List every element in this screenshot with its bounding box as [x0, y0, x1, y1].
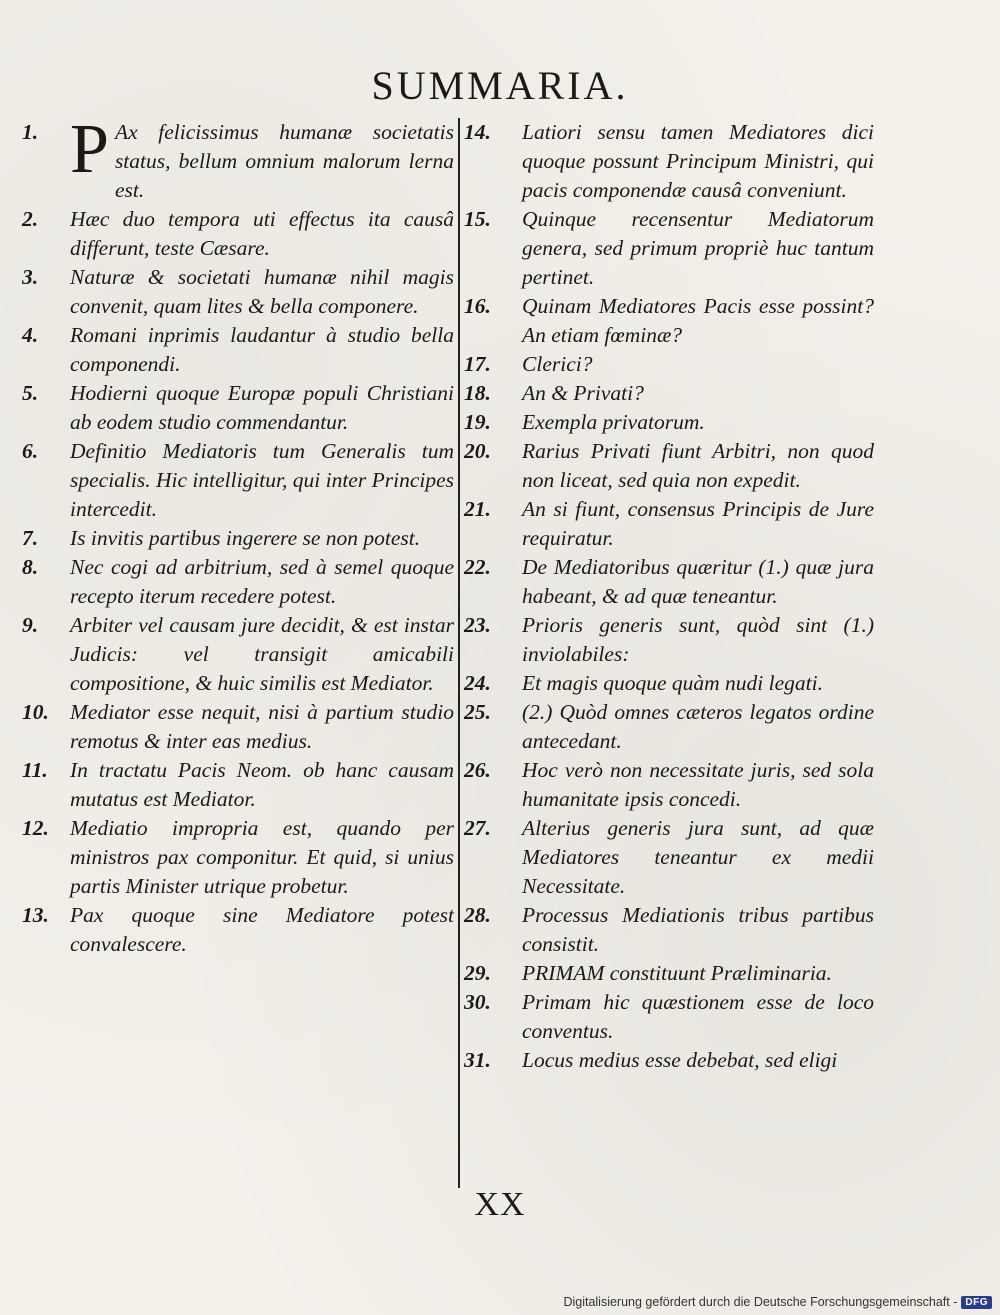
- entry-text-body: Exempla privatorum.: [522, 410, 705, 434]
- entry-number: 28.: [464, 903, 491, 927]
- entry-number: 15.: [464, 207, 491, 231]
- entry-number: 9.: [22, 613, 39, 637]
- entry-text: [70, 321, 454, 379]
- entry-number: 6.: [22, 439, 39, 463]
- entry-text: [522, 669, 874, 698]
- entry-text: [70, 437, 454, 524]
- entry-text: [522, 292, 874, 350]
- summary-entry: [464, 988, 874, 1046]
- entry-number: 18.: [464, 381, 491, 405]
- summary-entry: [464, 814, 874, 901]
- entry-text-body: Latiori sensu tamen Mediatores dici quoque possunt Principum Ministri, qui pacis componendæ causâ conveniunt.: [522, 120, 874, 202]
- entry-number: 19.: [464, 410, 491, 434]
- entry-number: 3.: [22, 265, 39, 289]
- entry-text: [70, 901, 454, 959]
- footer: [563, 1295, 992, 1309]
- entry-text: [522, 495, 874, 553]
- entry-text: [522, 611, 874, 669]
- column-divider: [458, 118, 460, 1188]
- entry-number: 5.: [22, 381, 39, 405]
- entry-number: 25.: [464, 700, 491, 724]
- summary-entry: [464, 1046, 874, 1075]
- entry-number: 4.: [22, 323, 39, 347]
- entry-text-body: De Mediatoribus quæritur (1.) quæ jura habeant, & ad quæ teneantur.: [522, 555, 874, 608]
- entry-number: 26.: [464, 758, 491, 782]
- summary-entry: [22, 814, 454, 901]
- entry-text-body: Nec cogi ad arbitrium, sed à semel quoque recepto iterum recedere potest.: [70, 555, 454, 608]
- summary-entry: [22, 611, 454, 698]
- entry-number: 7.: [22, 526, 39, 550]
- entry-text-body: Naturæ & societati humanæ nihil magis convenit, quam lites & bella componere.: [70, 265, 454, 318]
- entry-text: [522, 437, 874, 495]
- summary-entry: [22, 756, 454, 814]
- entry-text-body: Hæc duo tempora uti effectus ita causâ differunt, teste Cæsare.: [70, 207, 454, 260]
- summary-entry: [464, 205, 874, 292]
- left-column: [22, 111, 454, 959]
- entry-text: [522, 959, 874, 988]
- entry-text: [70, 379, 454, 437]
- entry-text: [522, 379, 874, 408]
- entry-number: 12.: [22, 816, 49, 840]
- entry-number: 11.: [22, 758, 48, 782]
- entry-text-body: Clerici?: [522, 352, 593, 376]
- entry-text: [70, 698, 454, 756]
- summary-entry: [464, 292, 874, 350]
- entry-text: [522, 901, 874, 959]
- drop-cap: P: [70, 111, 109, 188]
- entry-number: 27.: [464, 816, 491, 840]
- entry-text: [522, 756, 874, 814]
- summary-entry: [22, 379, 454, 437]
- entry-text: [70, 611, 454, 698]
- entry-text-body: Hoc verò non necessitate juris, sed sola humanitate ipsis concedi.: [522, 758, 874, 811]
- entry-text: [522, 118, 874, 205]
- entry-text-body: Quinam Mediatores Pacis esse possint? An etiam fœminæ?: [522, 294, 874, 347]
- entry-text: [70, 263, 454, 321]
- summary-entry: [464, 698, 874, 756]
- entry-text-body: Is invitis partibus ingerere se non potest.: [70, 526, 421, 550]
- entry-number: 31.: [464, 1048, 491, 1072]
- entry-text-body: Ax felicissimus humanæ societatis status, bellum omnium malorum lerna est.: [114, 120, 454, 202]
- entry-text: [522, 698, 874, 756]
- entry-text-body: An si fiunt, consensus Principis de Jure requiratur.: [522, 497, 874, 550]
- entry-text: [70, 524, 454, 553]
- entry-text: [70, 756, 454, 814]
- entry-text-body: Alterius generis jura sunt, ad quæ Mediatores teneantur ex medii Necessitate.: [522, 816, 874, 898]
- entry-text: [522, 814, 874, 901]
- entry-text: [70, 814, 454, 901]
- entry-number: 1.: [22, 120, 39, 144]
- entry-text-body: PRIMAM constituunt Præliminaria.: [522, 961, 832, 985]
- summary-entry: [464, 495, 874, 553]
- summary-entry: [22, 321, 454, 379]
- entry-number: 29.: [464, 961, 491, 985]
- entry-number: 24.: [464, 671, 491, 695]
- entry-number: 10.: [22, 700, 49, 724]
- right-column: [464, 118, 874, 1075]
- summary-entry: [464, 553, 874, 611]
- summary-entry: [464, 350, 874, 379]
- entry-text: [522, 988, 874, 1046]
- entry-text-body: Arbiter vel causam jure decidit, & est instar Judicis: vel transigit amicabili compositione, & huic similis est Mediator.: [70, 613, 454, 695]
- summary-entry: [464, 408, 874, 437]
- summary-entry: [464, 611, 874, 669]
- summary-entry: [22, 111, 454, 205]
- entry-number: 22.: [464, 555, 491, 579]
- signature-mark: XX: [474, 1186, 526, 1223]
- summary-entry: [464, 118, 874, 205]
- entry-text-body: In tractatu Pacis Neom. ob hanc causam mutatus est Mediator.: [70, 758, 454, 811]
- entry-text: [70, 111, 454, 205]
- entry-text-body: Pax quoque sine Mediatore potest convalescere.: [70, 903, 454, 956]
- entry-text: [522, 350, 874, 379]
- entry-text-body: An & Privati?: [522, 381, 644, 405]
- entry-text: [522, 553, 874, 611]
- entry-text-body: Romani inprimis laudantur à studio bella componendi.: [70, 323, 454, 376]
- summary-entry: [22, 901, 454, 959]
- entry-number: 14.: [464, 120, 491, 144]
- entry-text-body: Et magis quoque quàm nudi legati.: [522, 671, 823, 695]
- summary-entry: [22, 263, 454, 321]
- entry-text: [522, 1046, 874, 1075]
- entry-text-body: Quinque recensentur Mediatorum genera, sed primum propriè huc tantum pertinet.: [522, 207, 874, 289]
- page-title: SUMMARIA.: [371, 63, 629, 108]
- summary-entry: [464, 379, 874, 408]
- entry-text-body: Mediator esse nequit, nisi à partium studio remotus & inter eas medius.: [70, 700, 454, 753]
- entry-text-body: Mediatio impropria est, quando per ministros pax componitur. Et quid, si unius partis Minister utrique probetur.: [70, 816, 454, 898]
- entry-number: 13.: [22, 903, 49, 927]
- entry-text-body: (2.) Quòd omnes cæteros legatos ordine antecedant.: [522, 700, 874, 753]
- entry-number: 17.: [464, 352, 491, 376]
- entry-text-body: Locus medius esse debebat, sed eligi: [522, 1048, 838, 1072]
- entry-text: [70, 553, 454, 611]
- summary-entry: [464, 756, 874, 814]
- summary-entry: [464, 437, 874, 495]
- summary-entry: [22, 698, 454, 756]
- entry-number: 16.: [464, 294, 491, 318]
- entry-text: [522, 205, 874, 292]
- entry-text: [70, 205, 454, 263]
- entry-number: 23.: [464, 613, 491, 637]
- entry-number: 2.: [22, 207, 39, 231]
- summary-entry: [22, 524, 454, 553]
- entry-text-body: Rarius Privati fiunt Arbitri, non quod non liceat, sed quia non expedit.: [522, 439, 874, 492]
- entry-number: 21.: [464, 497, 491, 521]
- entry-number: 8.: [22, 555, 39, 579]
- footer-text: Digitalisierung gefördert durch die Deutsche Forschungsgemeinschaft -: [563, 1295, 958, 1309]
- summary-entry: [22, 553, 454, 611]
- entry-text-body: Primam hic quæstionem esse de loco conventus.: [522, 990, 874, 1043]
- entry-number: 30.: [464, 990, 491, 1014]
- entry-text: [522, 408, 874, 437]
- entry-text-body: Definitio Mediatoris tum Generalis tum specialis. Hic intelligitur, qui inter Principes intercedit.: [70, 439, 454, 521]
- summary-entry: [464, 669, 874, 698]
- entry-number: 20.: [464, 439, 491, 463]
- summary-entry: [464, 959, 874, 988]
- summary-entry: [22, 205, 454, 263]
- summary-entry: [22, 437, 454, 524]
- dfg-logo: DFG: [961, 1296, 992, 1309]
- entry-text-body: Prioris generis sunt, quòd sint (1.) inviolabiles:: [522, 613, 874, 666]
- summary-entry: [464, 901, 874, 959]
- entry-text-body: Hodierni quoque Europæ populi Christiani ab eodem studio commendantur.: [70, 381, 454, 434]
- entry-text-body: Processus Mediationis tribus partibus consistit.: [522, 903, 874, 956]
